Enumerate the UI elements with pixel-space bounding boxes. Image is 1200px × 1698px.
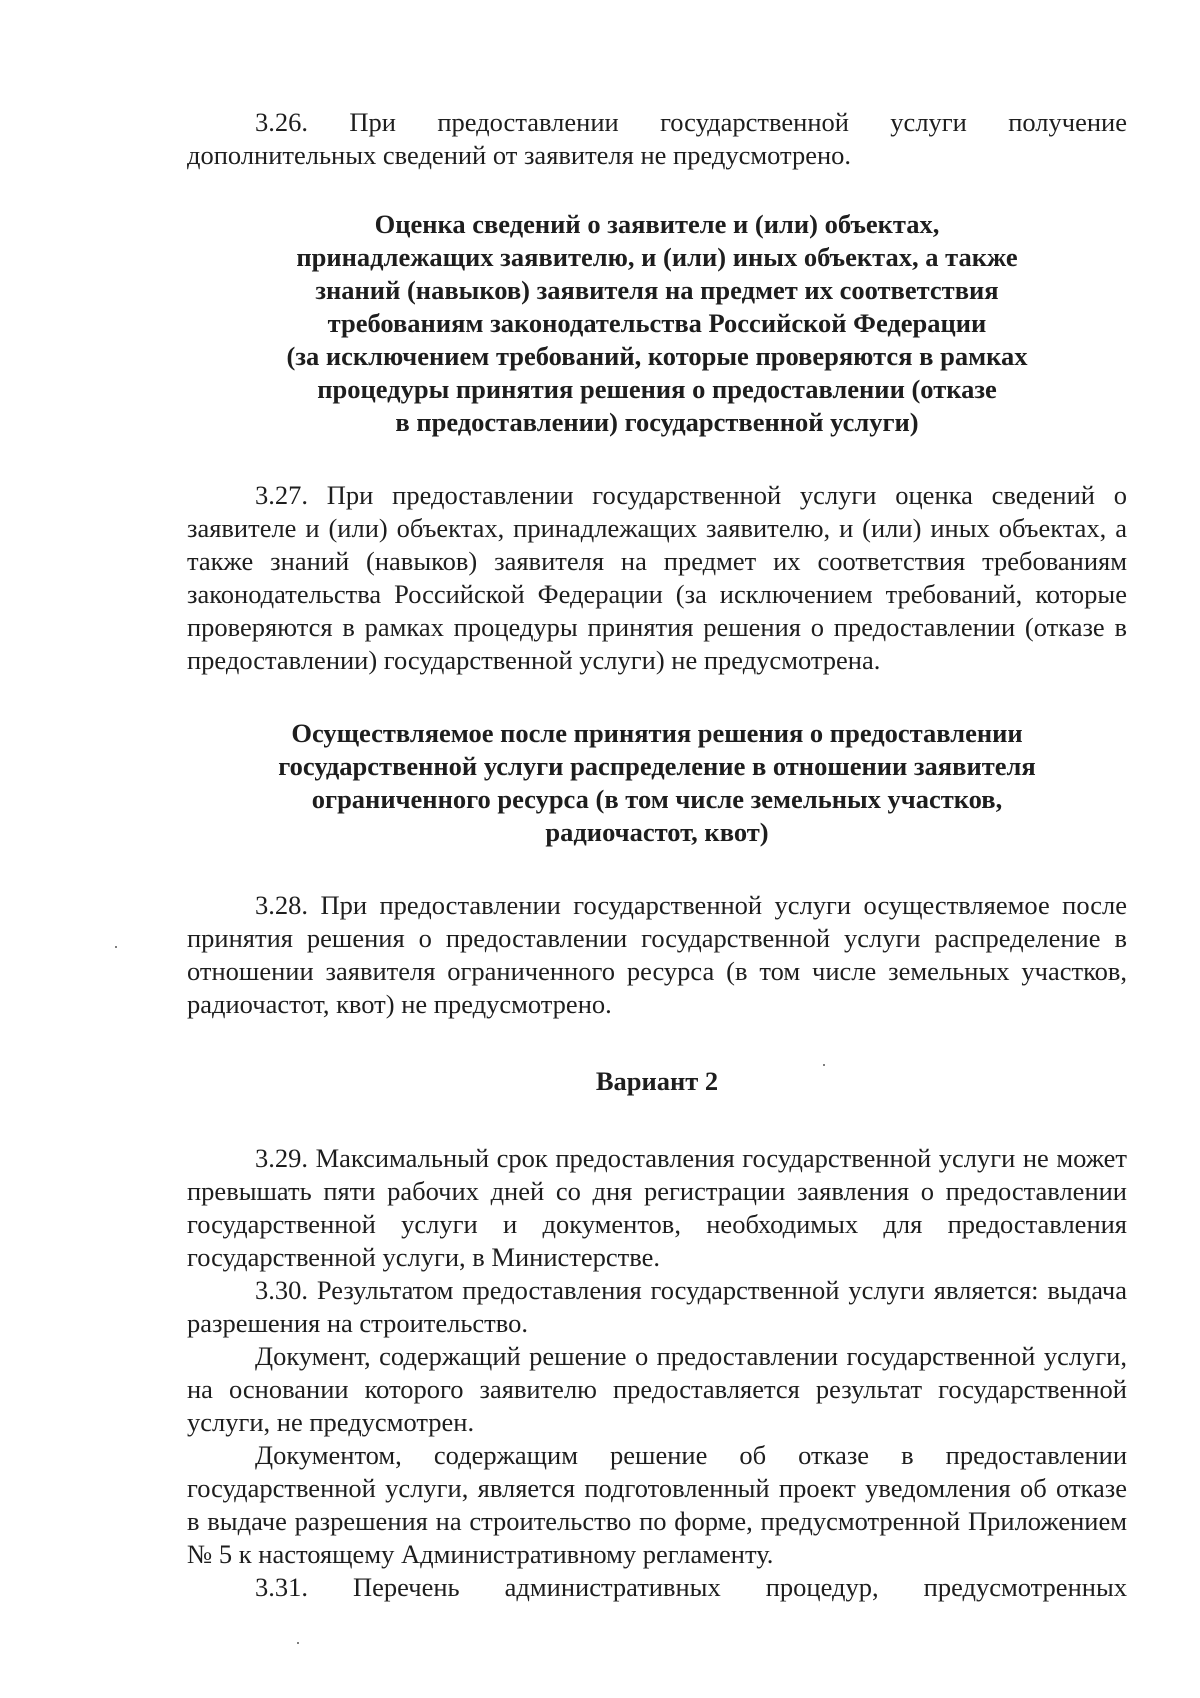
variant-heading: Вариант 2 xyxy=(595,1066,719,1096)
paragraph-3-28: 3.28. При предоставлении государственной услуги осуществляемое после принятия решения о предоставлении государственной услуги распределение в отношении заявителя ограниченного ресурса (в том числе земельных участков, радиочастот, квот) не предусмотрено. xyxy=(187,890,1127,1019)
heading-line: Осуществляемое после принятия решения о предоставлении xyxy=(291,718,1023,748)
section-heading-assessment xyxy=(187,208,1127,439)
heading-line: процедуры принятия решения о предоставлении (отказе xyxy=(317,374,997,404)
heading-line: требованиям законодательства Российской Федерации xyxy=(327,308,987,338)
paragraph-3-29: 3.29. Максимальный срок предоставления государственной услуги не может превышать пяти рабочих дней со дня регистрации заявления о предоставлении государственной услуги и документов, необходимых для предоставления государственной услуги, в Министерстве. xyxy=(187,1143,1127,1272)
heading-line: знаний (навыков) заявителя на предмет их соответствия xyxy=(315,275,999,305)
heading-line: (за исключением требований, которые проверяются в рамках xyxy=(286,341,1028,371)
heading-line: радиочастот, квот) xyxy=(545,817,769,847)
heading-line: в предоставлении) государственной услуги) xyxy=(395,407,919,437)
scan-speck xyxy=(115,946,117,948)
document-body xyxy=(187,106,1127,1604)
heading-line: принадлежащих заявителю, и (или) иных объектах, а также xyxy=(296,242,1018,272)
scan-speck xyxy=(297,1642,299,1644)
heading-line: ограниченного ресурса (в том числе земельных участков, xyxy=(311,784,1003,814)
paragraph-3-27: 3.27. При предоставлении государственной услуги оценка сведений о заявителе и (или) объектах, принадлежащих заявителю, и (или) иных объектах, а также знаний (навыков) заявителя на предмет их соответствия требованиям законодательства Российской Федерации (за исключением требований, которые проверяются в рамках процедуры принятия решения о предоставлении (отказе в предоставлении) государственной услуги) не предусмотрена. xyxy=(187,480,1127,675)
paragraph-3-31: 3.31. Перечень административных процедур, предусмотренных xyxy=(255,1572,1127,1602)
scan-speck xyxy=(823,1064,825,1066)
paragraph-3-30-decision-document: Документ, содержащий решение о предоставлении государственной услуги, на основании которого заявителю предоставляется результат государственной услуги, не предусмотрен. xyxy=(187,1341,1127,1437)
heading-line: государственной услуги распределение в отношении заявителя xyxy=(278,751,1036,781)
paragraph-3-30: 3.30. Результатом предоставления государственной услуги является: выдача разрешения на строительство. xyxy=(187,1275,1127,1338)
heading-line: Оценка сведений о заявителе и (или) объектах, xyxy=(374,209,940,239)
section-heading-resource-distribution xyxy=(187,717,1127,849)
paragraph-3-30-refusal-document: Документом, содержащим решение об отказе в предоставлении государственной услуги, является подготовленный проект уведомления об отказе в выдаче разрешения на строительство по форме, предусмотренной Приложением № 5 к настоящему Административному регламенту. xyxy=(187,1440,1127,1569)
paragraph-3-26: 3.26. При предоставлении государственной услуги получение дополнительных сведений от заявителя не предусмотрено. xyxy=(187,107,1127,170)
